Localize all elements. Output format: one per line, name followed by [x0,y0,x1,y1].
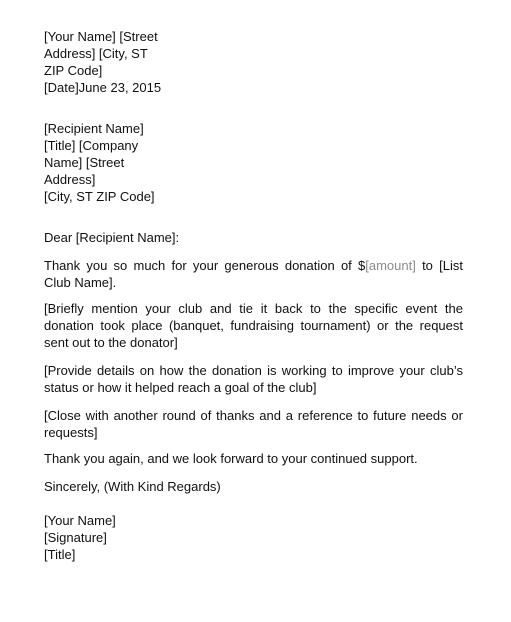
signature-line: [Signature] [44,530,107,545]
signature-name-line: [Your Name] [44,513,116,528]
letter-date: [Date]June 23, 2015 [44,80,162,95]
recipient-title-company-line: [Title] [Company [44,138,139,153]
recipient-name-line: [Recipient Name] [44,121,144,136]
recipient-address-line: Address] [44,172,96,187]
recipient-city-line: [City, ST ZIP Code] [44,189,155,204]
closing-thanks-paragraph: Thank you again, and we look forward to your continued support. [44,451,418,466]
sender-address-block [44,28,174,96]
future-needs-paragraph: [Close with another round of thanks and a reference to future needs or requests] [44,408,463,440]
thank-you-paragraph [44,257,463,291]
recipient-address-block [44,120,164,205]
sender-address-city-line: Address] [City, ST [44,46,148,61]
signature-block [44,512,204,563]
complimentary-close: Sincerely, (With Kind Regards) [44,479,221,494]
event-paragraph: [Briefly mention your club and tie it back to the specific event the donation took place (banquet, fundraising tournament) or the request sent out to the donator] [44,301,463,350]
impact-paragraph: [Provide details on how the donation is working to improve your club’s status or how it helped reach a goal of the club] [44,363,463,395]
amount-placeholder: [amount] [365,258,416,273]
signature-title-line: [Title] [44,547,76,562]
club-name-text: to [List Club Name]. [44,258,463,290]
salutation: Dear [Recipient Name]: [44,230,180,245]
recipient-company-street-line: Name] [Street [44,155,125,170]
sender-zip-line: ZIP Code] [44,63,103,78]
sender-name-street-line: [Your Name] [Street [44,29,158,44]
thank-you-text: Thank you so much for your generous donation of $ [44,258,366,273]
